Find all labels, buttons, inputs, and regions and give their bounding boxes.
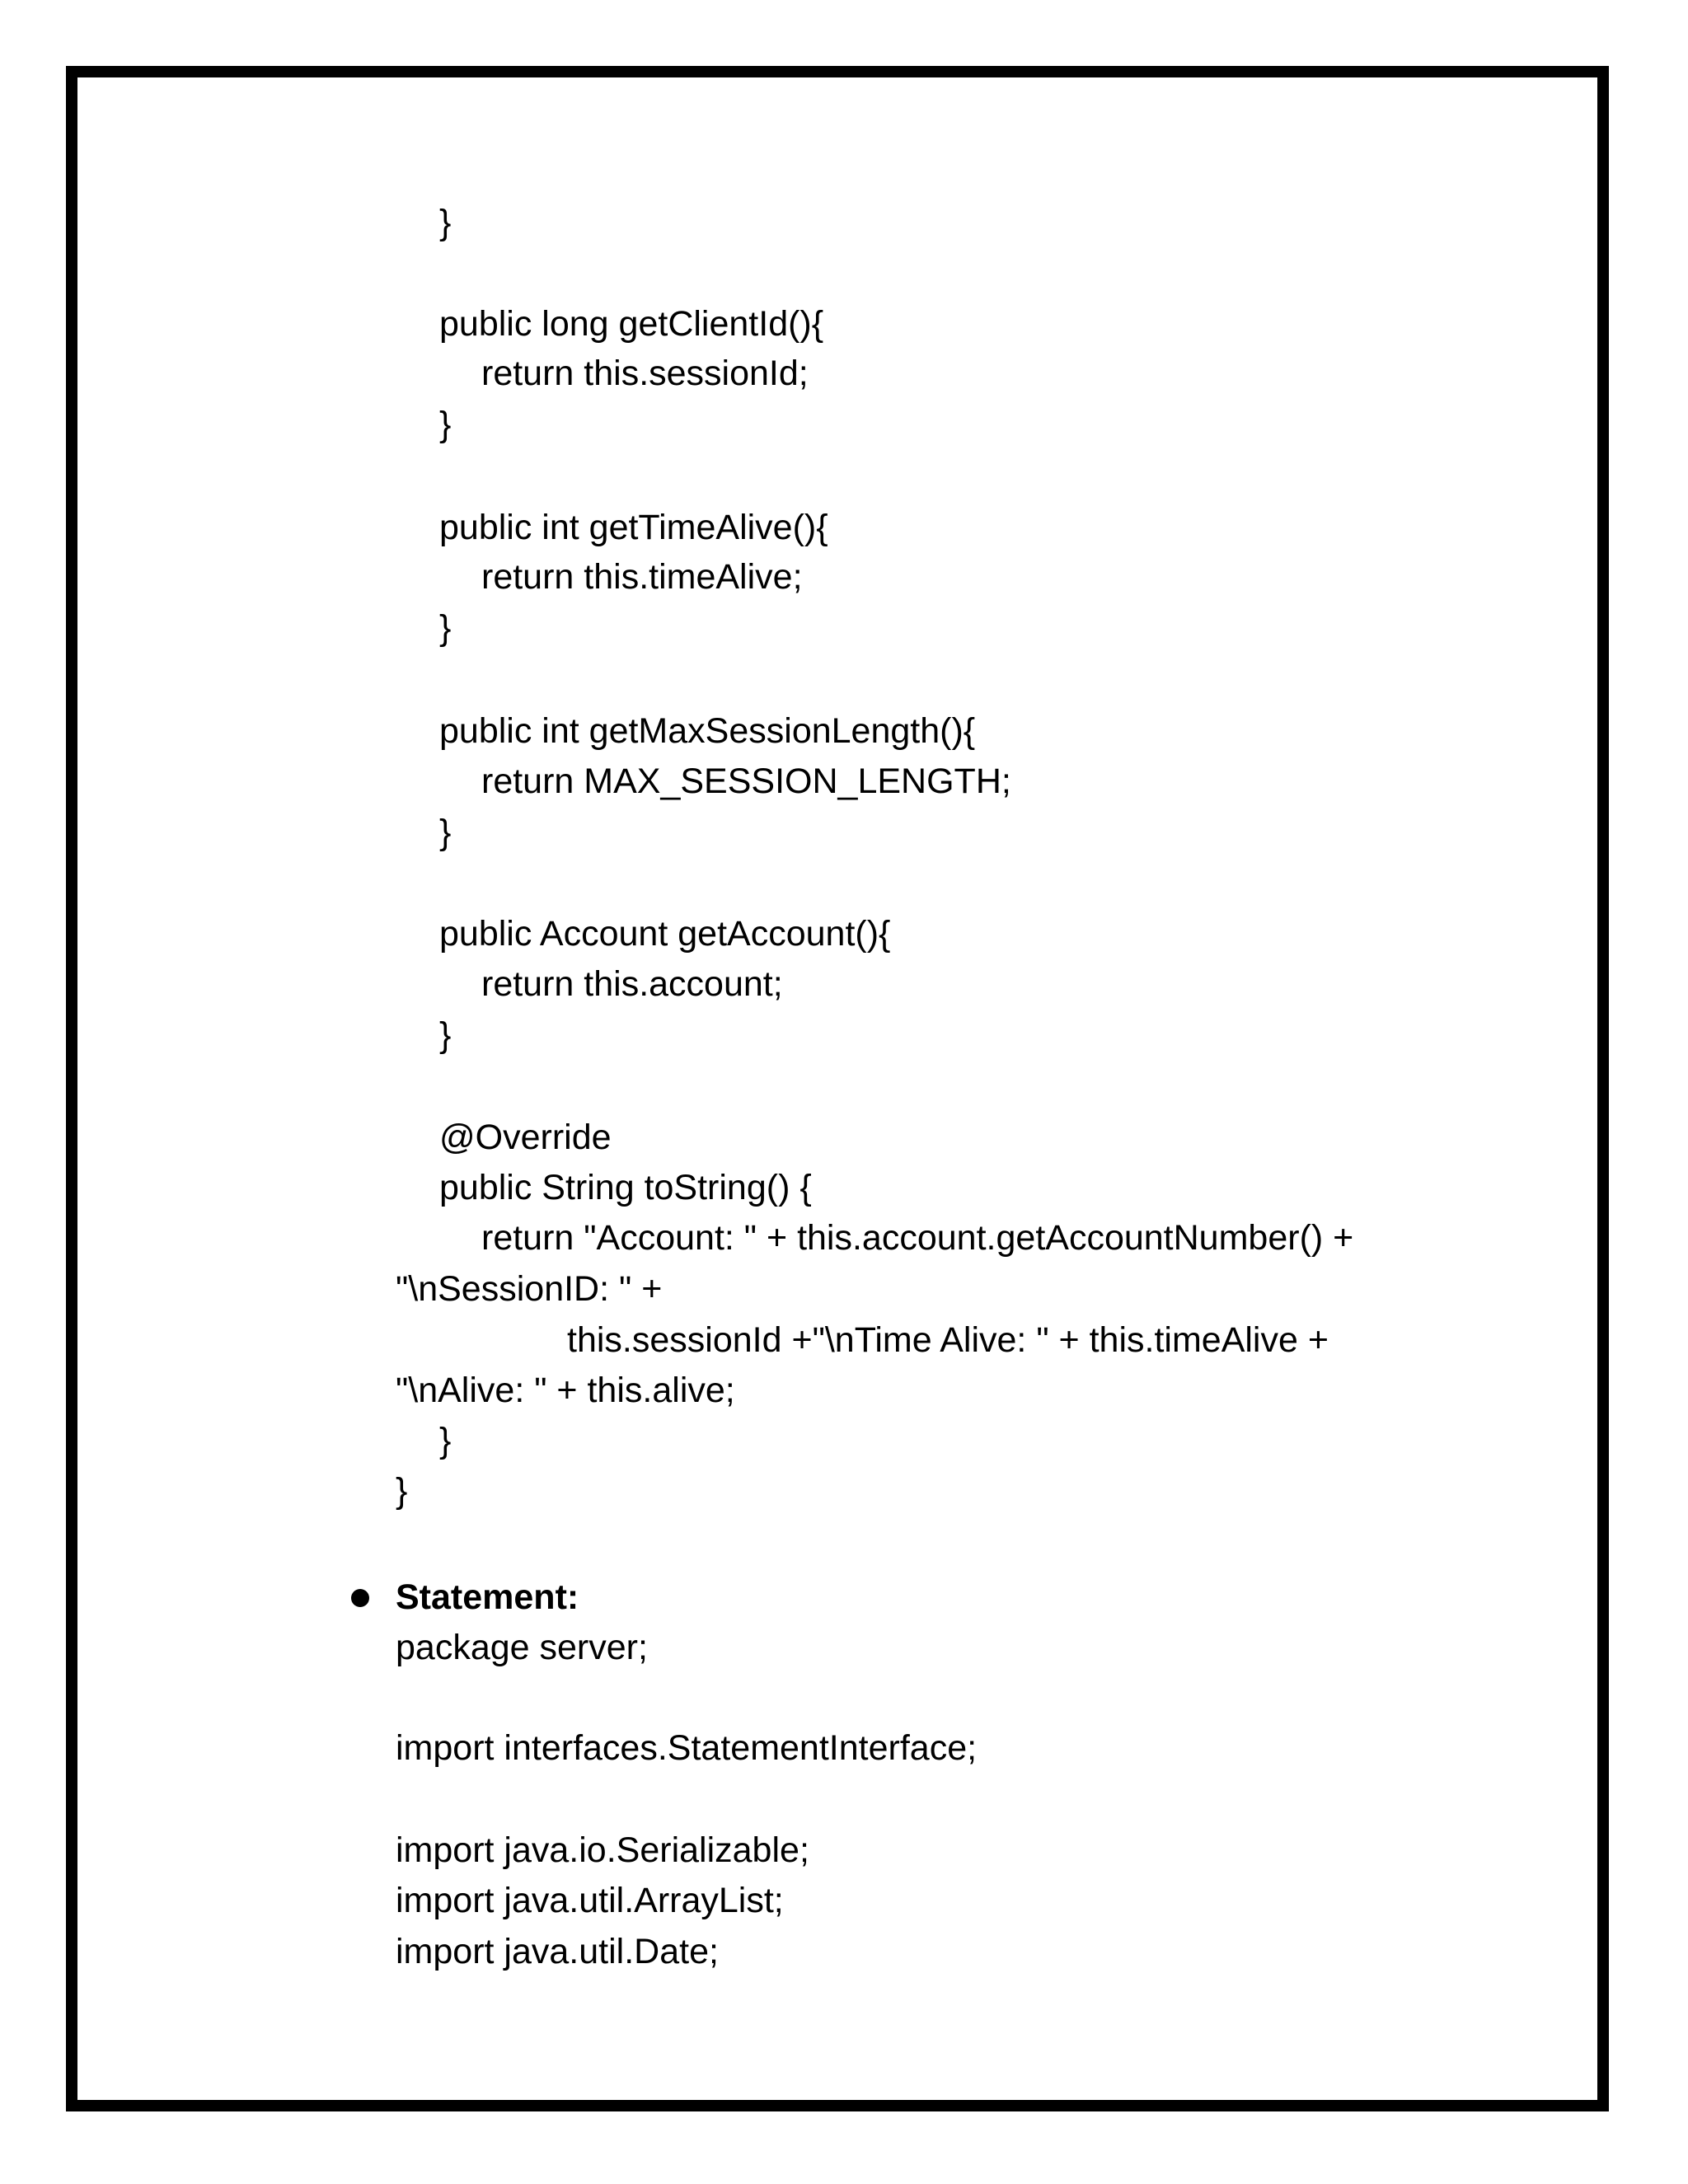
- code-line: }: [439, 1421, 452, 1460]
- code-line: import java.util.ArrayList;: [396, 1881, 784, 1920]
- code-line: import java.util.Date;: [396, 1932, 719, 1971]
- code-line: }: [439, 405, 452, 444]
- code-line: this.sessionId +"\nTime Alive: " + this.timeAlive +: [567, 1320, 1329, 1360]
- code-line: return this.timeAlive;: [481, 557, 803, 597]
- code-line: public Account getAccount(){: [439, 914, 891, 954]
- code-line: }: [439, 608, 452, 648]
- code-line: @Override: [439, 1118, 612, 1157]
- bullet-icon: [351, 1589, 369, 1607]
- code-line: }: [439, 203, 452, 242]
- code-line: return this.account;: [481, 964, 783, 1004]
- code-line: "\nSessionID: " +: [396, 1269, 663, 1309]
- code-line: }: [439, 1015, 452, 1055]
- code-line: import interfaces.StatementInterface;: [396, 1728, 978, 1768]
- code-line: public int getTimeAlive(){: [439, 508, 828, 547]
- page-border: [66, 66, 1609, 2111]
- code-line: public int getMaxSessionLength(){: [439, 711, 976, 751]
- code-line: import java.io.Serializable;: [396, 1830, 809, 1870]
- code-line: public String toString() {: [439, 1168, 812, 1207]
- code-line: public long getClientId(){: [439, 304, 824, 344]
- code-line: }: [439, 813, 452, 852]
- code-line: package server;: [396, 1628, 648, 1667]
- code-line: return MAX_SESSION_LENGTH;: [481, 762, 1011, 801]
- code-line: return "Account: " + this.account.getAccountNumber() +: [481, 1218, 1354, 1258]
- code-line: "\nAlive: " + this.alive;: [396, 1371, 735, 1410]
- code-line: }: [396, 1471, 408, 1511]
- section-heading: Statement:: [396, 1577, 579, 1617]
- code-line: return this.sessionId;: [481, 354, 809, 393]
